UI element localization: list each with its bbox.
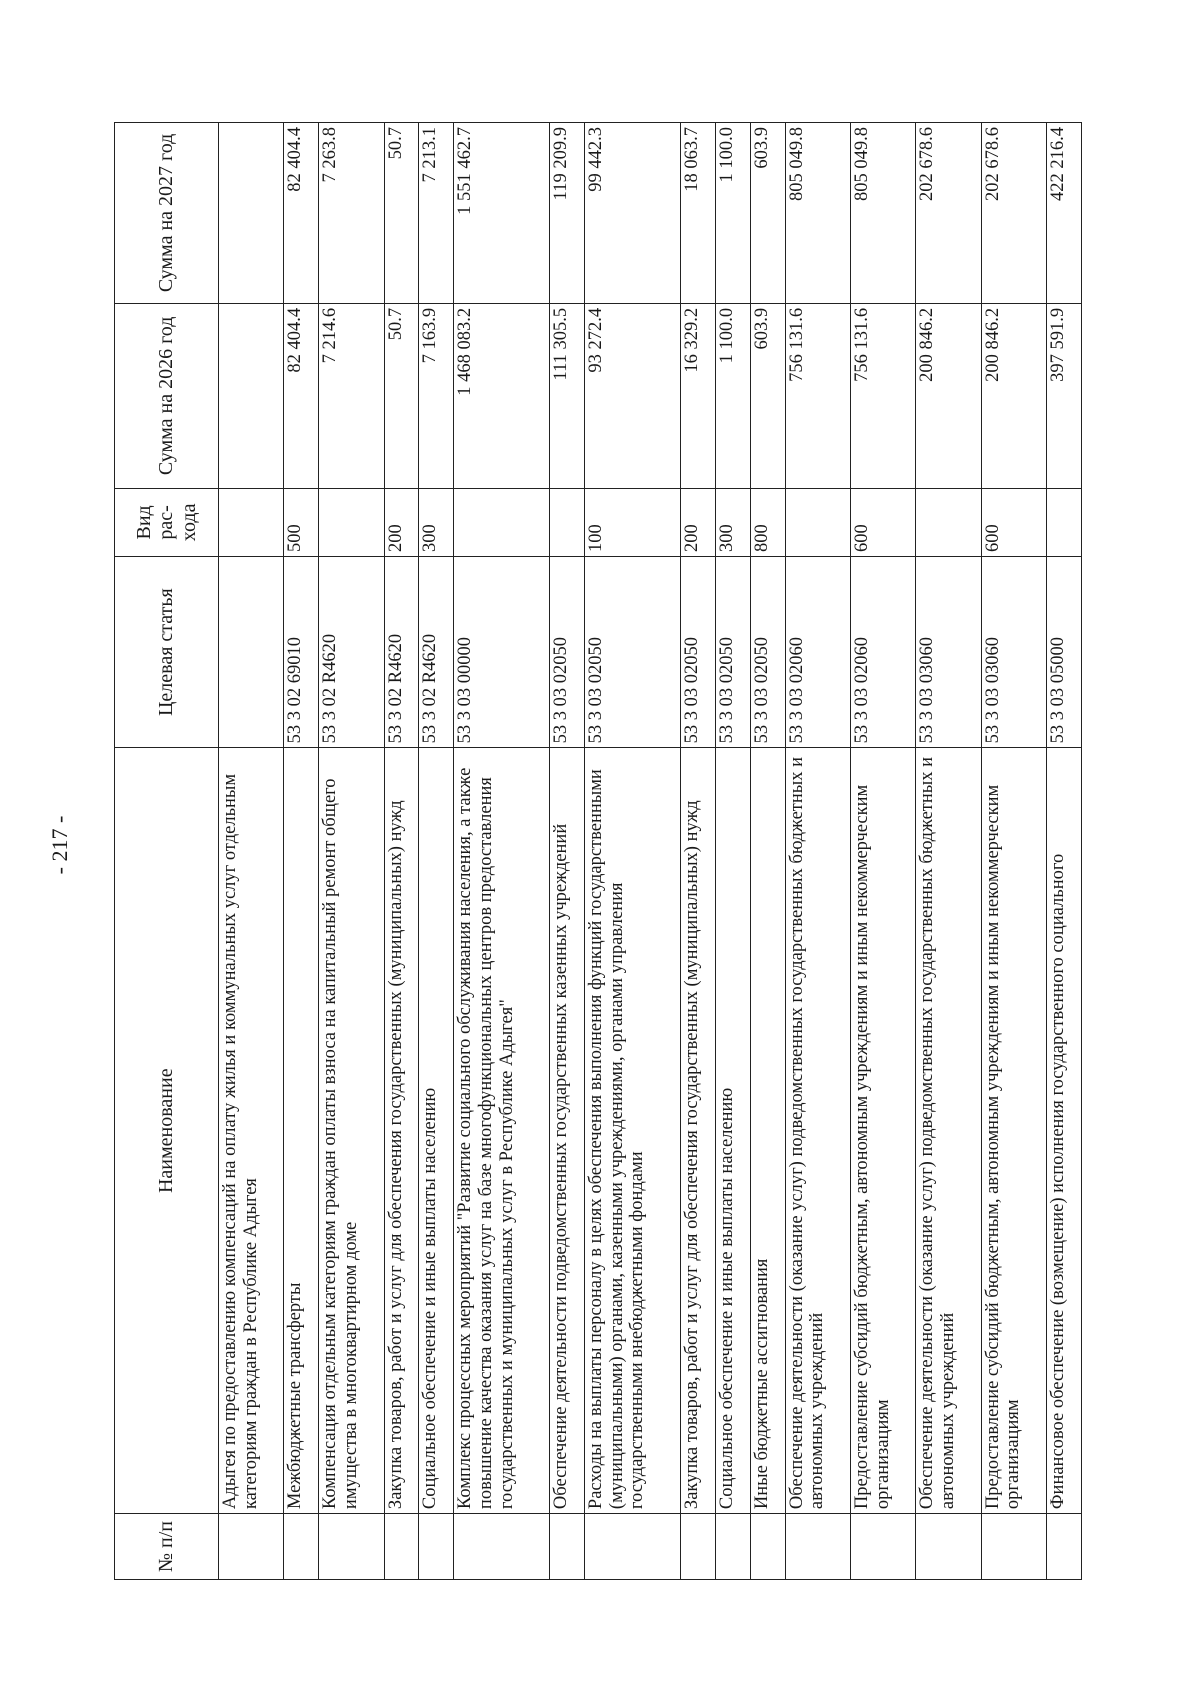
cell-vid — [454, 488, 550, 556]
table-row — [219, 123, 284, 1580]
table-row — [750, 123, 785, 1580]
cell-vid: 500 — [284, 488, 319, 556]
cell-vid: 300 — [419, 488, 454, 556]
cell-num — [680, 1514, 715, 1580]
cell-name: Закупка товаров, работ и услуг для обеспечения государственных (муниципальных) нужд — [384, 748, 419, 1514]
cell-sum-2027: 7 213.1 — [419, 123, 454, 304]
header-sum-2027: Сумма на 2027 год — [115, 123, 219, 304]
cell-name: Социальное обеспечение и иные выплаты населению — [715, 748, 750, 1514]
cell-sum-2026: 397 591.9 — [1046, 303, 1081, 488]
cell-sum-2026 — [219, 303, 284, 488]
table-row — [550, 123, 585, 1580]
cell-name: Социальное обеспечение и иные выплаты населению — [419, 748, 454, 1514]
cell-vid — [916, 488, 981, 556]
cell-name: Межбюджетные трансферты — [284, 748, 319, 1514]
cell-num — [850, 1514, 915, 1580]
cell-num — [1046, 1514, 1081, 1580]
cell-vid — [785, 488, 850, 556]
cell-sum-2026: 200 846.2 — [916, 303, 981, 488]
page-number: - 217 - — [47, 815, 72, 875]
cell-vid — [550, 488, 585, 556]
cell-sum-2026: 82 404.4 — [284, 303, 319, 488]
cell-target: 53 3 03 02050 — [585, 556, 681, 747]
cell-name: Обеспечение деятельности подведомственных государственных казенных учреждений — [550, 748, 585, 1514]
cell-target: 53 3 03 02060 — [850, 556, 915, 747]
cell-vid: 800 — [750, 488, 785, 556]
cell-vid — [219, 488, 284, 556]
cell-num — [284, 1514, 319, 1580]
cell-sum-2027: 82 404.4 — [284, 123, 319, 304]
cell-sum-2027: 805 049.8 — [785, 123, 850, 304]
cell-num — [981, 1514, 1046, 1580]
cell-name: Обеспечение деятельности (оказание услуг) подведомственных государственных бюджетных и автономных учреждений — [916, 748, 981, 1514]
header-num: № п/п — [115, 1514, 219, 1580]
header-sum-2026: Сумма на 2026 год — [115, 303, 219, 488]
table-row — [585, 123, 681, 1580]
cell-vid: 200 — [680, 488, 715, 556]
header-name: Наименование — [115, 748, 219, 1514]
cell-vid: 100 — [585, 488, 681, 556]
cell-name: Компенсация отдельным категориям граждан оплаты взноса на капитальный ремонт общего имущества в многоквартирном доме — [319, 748, 384, 1514]
table-row — [1046, 123, 1081, 1580]
cell-num — [454, 1514, 550, 1580]
cell-sum-2027: 422 216.4 — [1046, 123, 1081, 304]
table-row — [319, 123, 384, 1580]
cell-vid: 200 — [384, 488, 419, 556]
cell-sum-2027: 202 678.6 — [981, 123, 1046, 304]
cell-sum-2027: 603.9 — [750, 123, 785, 304]
cell-vid — [1046, 488, 1081, 556]
cell-num — [384, 1514, 419, 1580]
table-row — [850, 123, 915, 1580]
cell-num — [219, 1514, 284, 1580]
table-row — [384, 123, 419, 1580]
cell-name: Предоставление субсидий бюджетным, автономным учреждениям и иным некоммерческим организациям — [981, 748, 1046, 1514]
header-row — [115, 123, 219, 1580]
cell-sum-2027: 1 551 462.7 — [454, 123, 550, 304]
table-row — [284, 123, 319, 1580]
cell-sum-2026: 1 468 083.2 — [454, 303, 550, 488]
cell-sum-2026: 756 131.6 — [850, 303, 915, 488]
cell-sum-2027: 119 209.9 — [550, 123, 585, 304]
table-row — [454, 123, 550, 1580]
cell-num — [916, 1514, 981, 1580]
header-vid: Вид рас-хода — [115, 488, 219, 556]
cell-name: Финансовое обеспечение (возмещение) исполнения государственного социального — [1046, 748, 1081, 1514]
table-row — [680, 123, 715, 1580]
cell-target: 53 3 02 R4620 — [419, 556, 454, 747]
cell-sum-2026: 16 329.2 — [680, 303, 715, 488]
cell-sum-2027: 18 063.7 — [680, 123, 715, 304]
budget-table — [114, 122, 1082, 1580]
table-row — [419, 123, 454, 1580]
cell-sum-2026: 93 272.4 — [585, 303, 681, 488]
cell-sum-2027: 7 263.8 — [319, 123, 384, 304]
cell-sum-2027: 1 100.0 — [715, 123, 750, 304]
cell-num — [419, 1514, 454, 1580]
cell-sum-2027: 50.7 — [384, 123, 419, 304]
cell-sum-2027: 805 049.8 — [850, 123, 915, 304]
cell-name: Комплекс процессных мероприятий "Развитие социального обслуживания населения, а также повышение качества оказания услуг на базе многофункциональных центров предоставления государственных и муниципальных услуг в Республике Адыгея" — [454, 748, 550, 1514]
cell-vid: 300 — [715, 488, 750, 556]
cell-target: 53 3 03 03060 — [916, 556, 981, 747]
cell-name: Адыгея по предоставлению компенсаций на оплату жилья и коммунальных услуг отдельным категориям граждан в Республике Адыгея — [219, 748, 284, 1514]
cell-vid: 600 — [850, 488, 915, 556]
cell-sum-2027: 202 678.6 — [916, 123, 981, 304]
cell-target: 53 3 02 R4620 — [319, 556, 384, 747]
cell-name: Обеспечение деятельности (оказание услуг) подведомственных государственных бюджетных и автономных учреждений — [785, 748, 850, 1514]
cell-target: 53 3 02 69010 — [284, 556, 319, 747]
header-target: Целевая статья — [115, 556, 219, 747]
cell-num — [550, 1514, 585, 1580]
cell-sum-2026: 603.9 — [750, 303, 785, 488]
cell-sum-2027 — [219, 123, 284, 304]
cell-target: 53 3 03 00000 — [454, 556, 550, 747]
table-row — [785, 123, 850, 1580]
cell-sum-2026: 7 214.6 — [319, 303, 384, 488]
cell-sum-2026: 111 305.5 — [550, 303, 585, 488]
cell-name: Предоставление субсидий бюджетным, автономным учреждениям и иным некоммерческим организациям — [850, 748, 915, 1514]
cell-target: 53 3 03 03060 — [981, 556, 1046, 747]
cell-target: 53 3 02 R4620 — [384, 556, 419, 747]
cell-num — [785, 1514, 850, 1580]
cell-target: 53 3 03 02060 — [785, 556, 850, 747]
cell-num — [715, 1514, 750, 1580]
cell-target: 53 3 03 05000 — [1046, 556, 1081, 747]
table-row — [981, 123, 1046, 1580]
cell-num — [750, 1514, 785, 1580]
cell-name: Иные бюджетные ассигнования — [750, 748, 785, 1514]
cell-sum-2026: 7 163.9 — [419, 303, 454, 488]
cell-sum-2026: 756 131.6 — [785, 303, 850, 488]
cell-sum-2026: 1 100.0 — [715, 303, 750, 488]
cell-target: 53 3 03 02050 — [550, 556, 585, 747]
cell-target — [219, 556, 284, 747]
cell-vid: 600 — [981, 488, 1046, 556]
rotated-table-container — [114, 122, 1082, 1580]
cell-target: 53 3 03 02050 — [715, 556, 750, 747]
cell-target: 53 3 03 02050 — [680, 556, 715, 747]
table-body — [219, 123, 1082, 1580]
cell-name: Расходы на выплаты персоналу в целях обеспечения выполнения функций государственными (муниципальными) органами, казенными учреждениями, органами управления государственными внебюджетными фондами — [585, 748, 681, 1514]
cell-num — [585, 1514, 681, 1580]
cell-num — [319, 1514, 384, 1580]
cell-target: 53 3 03 02050 — [750, 556, 785, 747]
table-row — [715, 123, 750, 1580]
cell-sum-2026: 200 846.2 — [981, 303, 1046, 488]
cell-name: Закупка товаров, работ и услуг для обеспечения государственных (муниципальных) нужд — [680, 748, 715, 1514]
cell-vid — [319, 488, 384, 556]
cell-sum-2026: 50.7 — [384, 303, 419, 488]
table-row — [916, 123, 981, 1580]
cell-sum-2027: 99 442.3 — [585, 123, 681, 304]
